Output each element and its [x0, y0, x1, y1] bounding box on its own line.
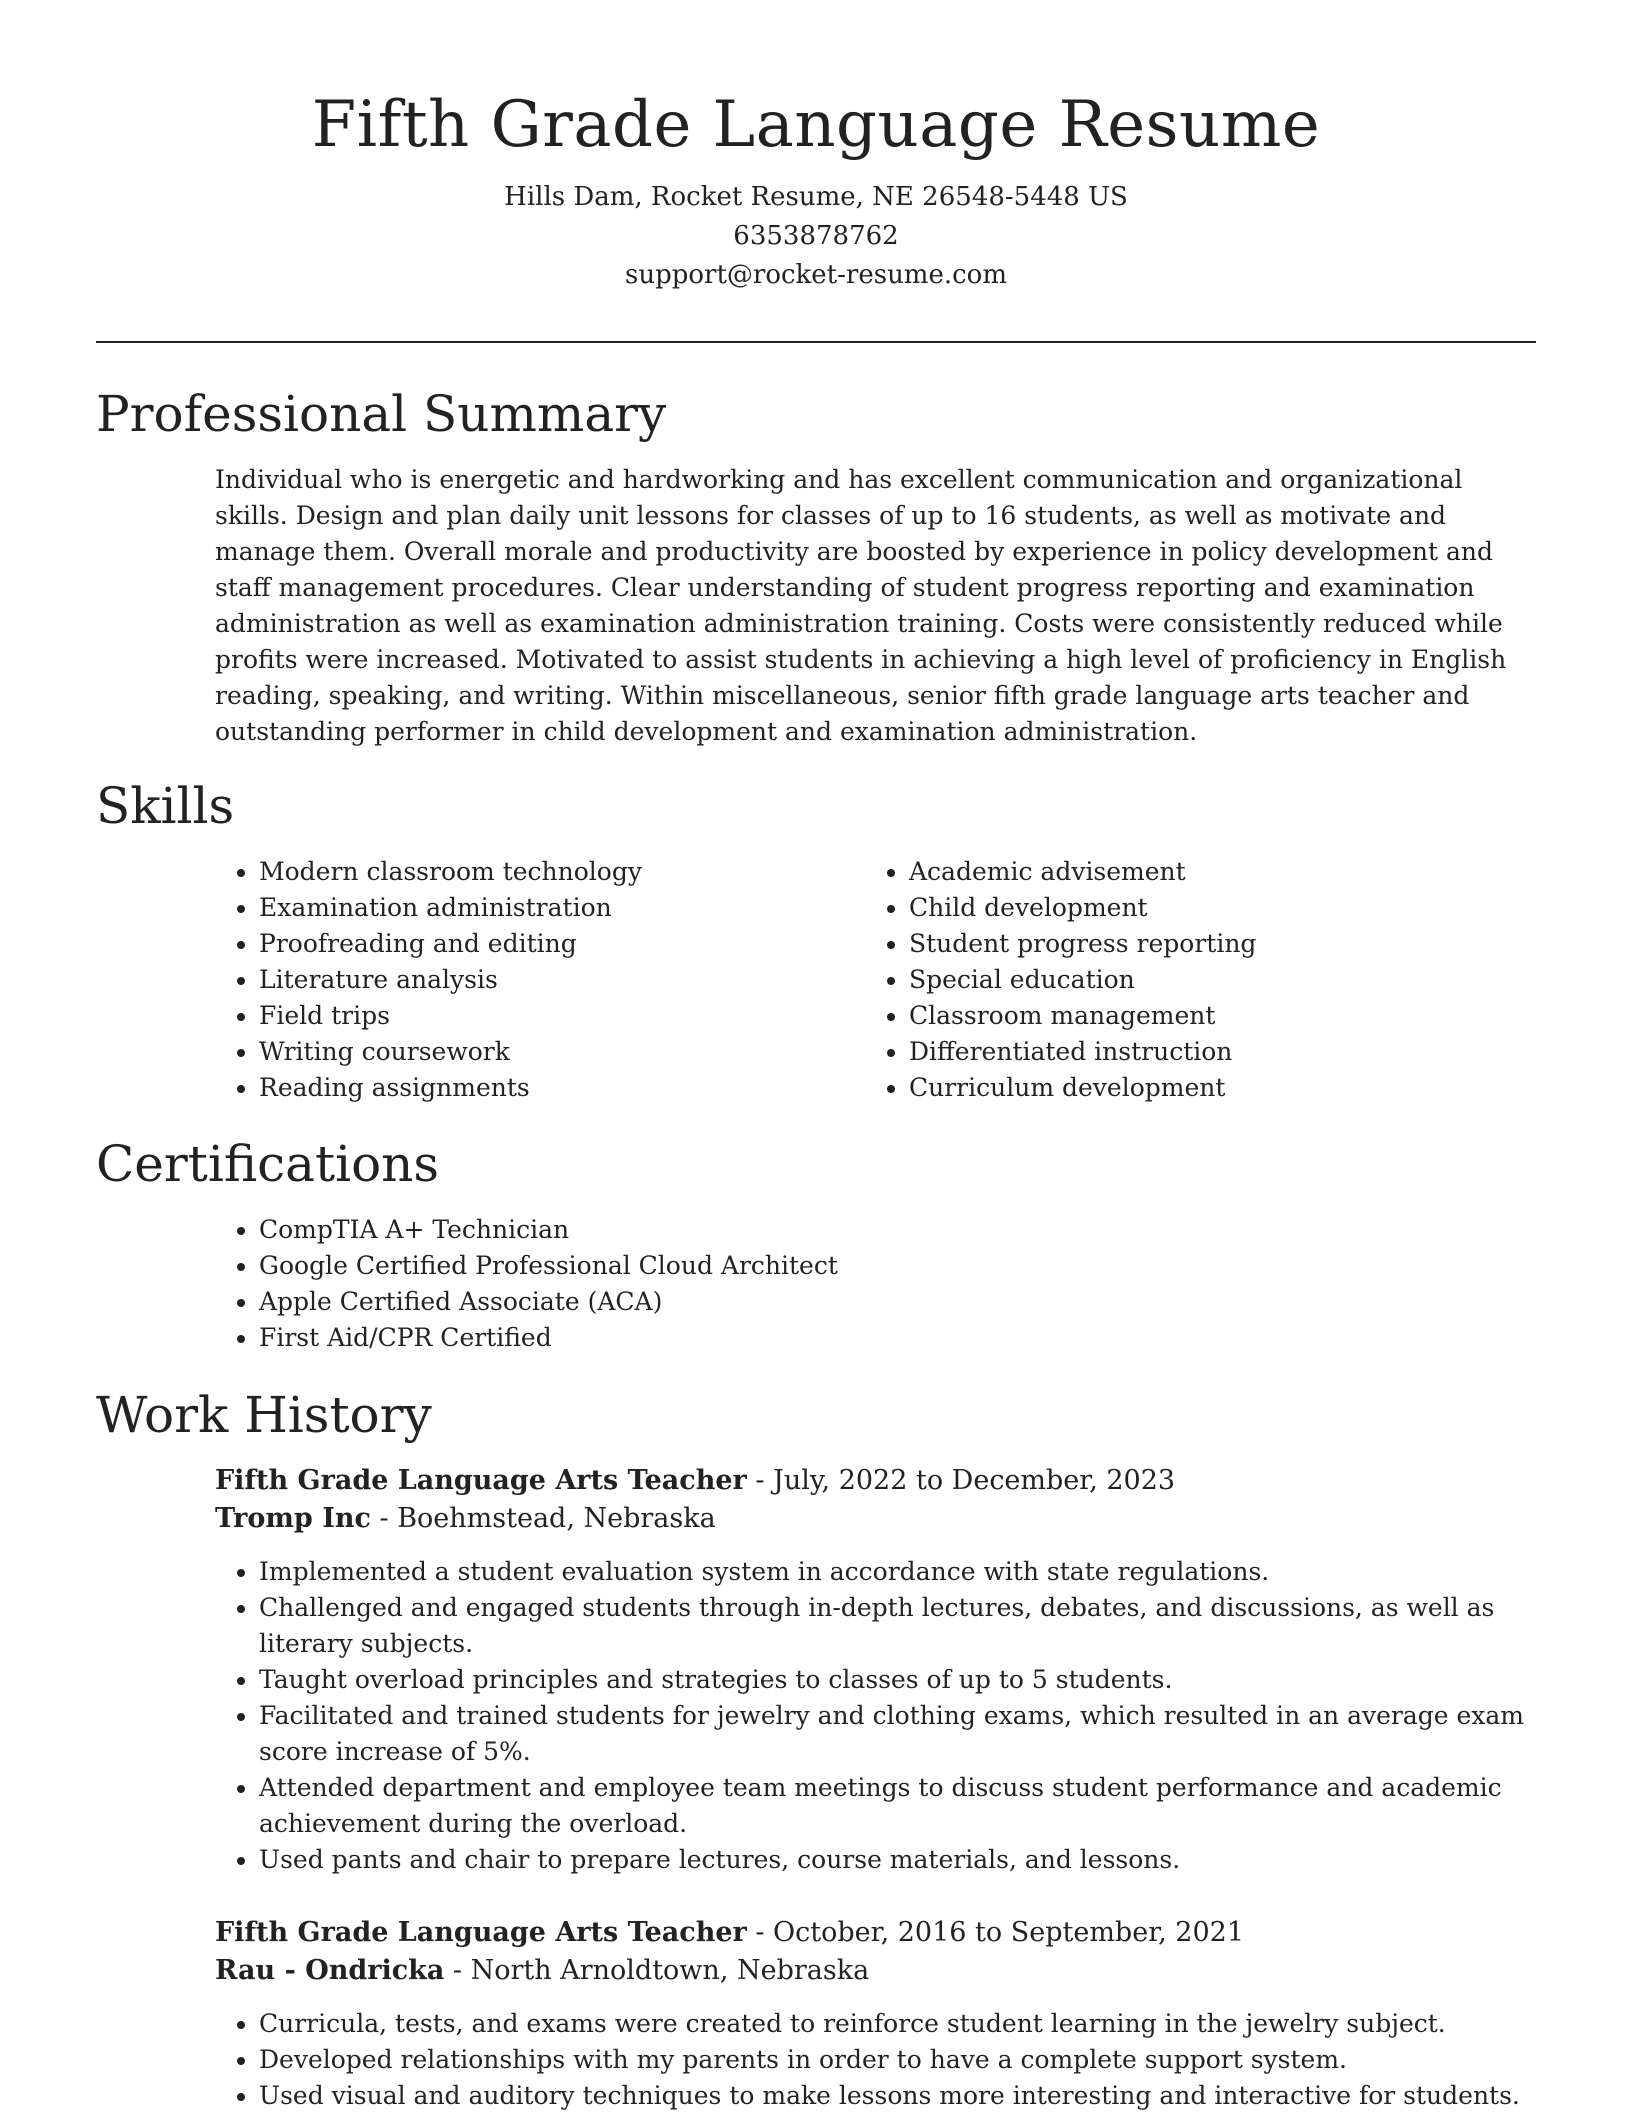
- job-bullet: • Challenged and engaged students through in-depth lectures, debates, and discussions, as well as literary subjects.: [259, 1590, 1535, 1662]
- skills-column-left: [215, 854, 835, 1106]
- contact-email: support@rocket-resume.com: [624, 260, 1007, 290]
- job-bullet: • Used pants and chair to prepare lectures, course materials, and lessons.: [259, 1842, 1535, 1878]
- skill-item: • Classroom management: [909, 998, 1485, 1034]
- contact-address: Hills Dam, Rocket Resume, NE 26548-5448 US: [504, 182, 1128, 212]
- certifications-list: [215, 1212, 1535, 1356]
- skill-item: • Proofreading and editing: [259, 926, 835, 962]
- job-location: - Boehmstead, Nebraska: [370, 1503, 716, 1534]
- header-divider: [96, 341, 1536, 343]
- job-bullet: • Attended department and employee team meetings to discuss student performance and academic achievement during the overload.: [259, 1770, 1535, 1842]
- skills-heading: Skills: [96, 777, 235, 835]
- summary-heading: Professional Summary: [96, 385, 667, 443]
- contact-phone: 6353878762: [733, 221, 899, 251]
- skill-item: • Differentiated instruction: [909, 1034, 1485, 1070]
- job-company: Rau - Ondricka: [215, 1955, 445, 1986]
- job-company-line: [215, 1952, 1535, 1990]
- job-title: Fifth Grade Language Arts Teacher: [215, 1917, 747, 1948]
- skill-item: • Curriculum development: [909, 1070, 1485, 1106]
- summary-text: Individual who is energetic and hardworking and has excellent communication and organizational skills. Design and plan daily unit lessons for classes of up to 16 students, as well as motivate and manage them. Overall morale and productivity are boosted by experience in policy development and staff management procedures. Clear understanding of student progress reporting and examination administration as well as examination administration training. Costs were consistently reduced while profits were increased. Motivated to assist students in achieving a high level of proficiency in English reading, speaking, and writing. Within miscellaneous, senior fifth grade language arts teacher and outstanding performer in child development and examination administration.: [215, 465, 1507, 746]
- skill-item: • Child development: [909, 890, 1485, 926]
- skill-item: • Writing coursework: [259, 1034, 835, 1070]
- skill-item: • Special education: [909, 962, 1485, 998]
- certification-item: • Apple Certified Associate (ACA): [259, 1284, 1535, 1320]
- certifications-heading: Certifications: [96, 1135, 440, 1193]
- job-bullet: • Implemented a student evaluation system in accordance with state regulations.: [259, 1554, 1535, 1590]
- candidate-name: Fifth Grade Language Resume: [311, 88, 1321, 162]
- certification-item: • First Aid/CPR Certified: [259, 1320, 1535, 1356]
- certification-item: • CompTIA A+ Technician: [259, 1212, 1535, 1248]
- skill-item: • Reading assignments: [259, 1070, 835, 1106]
- job-title: Fifth Grade Language Arts Teacher: [215, 1465, 747, 1496]
- skill-item: • Field trips: [259, 998, 835, 1034]
- skill-item: • Student progress reporting: [909, 926, 1485, 962]
- job-bullets: [215, 1554, 1535, 1878]
- job-dates: - October, 2016 to September, 2021: [746, 1917, 1245, 1948]
- skills-column-right: [865, 854, 1485, 1106]
- work-history-heading: Work History: [96, 1386, 432, 1444]
- job-bullet: • Used visual and auditory techniques to make lessons more interesting and interactive for students.: [259, 2078, 1535, 2112]
- job-entry: [215, 1914, 1535, 2112]
- job-location: - North Arnoldtown, Nebraska: [444, 1955, 870, 1986]
- job-title-line: [215, 1914, 1535, 1952]
- job-dates: - July, 2022 to December, 2023: [746, 1465, 1176, 1496]
- skill-item: • Literature analysis: [259, 962, 835, 998]
- job-company: Tromp Inc: [215, 1503, 371, 1534]
- job-bullet: • Curricula, tests, and exams were created to reinforce student learning in the jewelry subject.: [259, 2006, 1535, 2042]
- job-bullet: • Developed relationships with my parents in order to have a complete support system.: [259, 2042, 1535, 2078]
- job-entry: [215, 1462, 1535, 1878]
- skill-item: • Modern classroom technology: [259, 854, 835, 890]
- job-title-line: [215, 1462, 1535, 1500]
- skill-item: • Academic advisement: [909, 854, 1485, 890]
- skill-item: • Examination administration: [259, 890, 835, 926]
- resume-header: [96, 80, 1536, 295]
- job-bullet: • Facilitated and trained students for jewelry and clothing exams, which resulted in an average exam score increase of 5%.: [259, 1698, 1535, 1770]
- job-company-line: [215, 1500, 1535, 1538]
- job-bullets: [215, 2006, 1535, 2112]
- certification-item: • Google Certified Professional Cloud Architect: [259, 1248, 1535, 1284]
- job-bullet: • Taught overload principles and strategies to classes of up to 5 students.: [259, 1662, 1535, 1698]
